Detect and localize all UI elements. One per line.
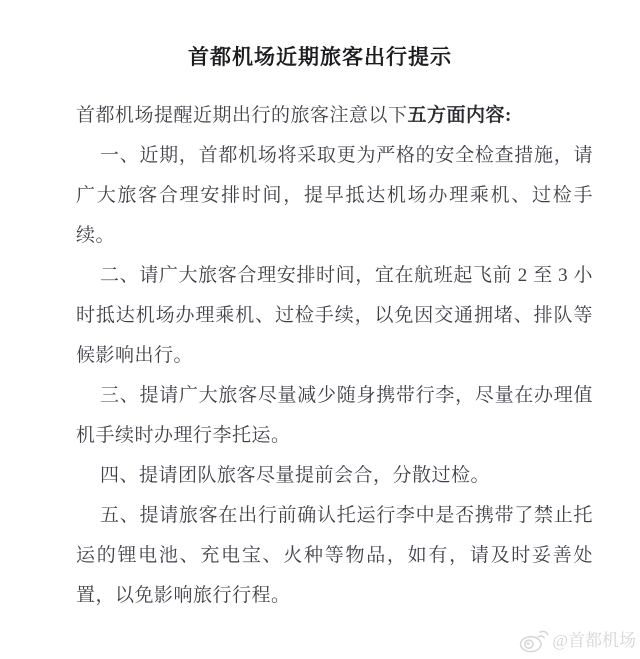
notice-paragraph-2: 二、请广大旅客合理安排时间，宜在航班起飞前 2 至 3 小时抵达机场办理乘机、过检手续，以免因交通拥堵、排队等候影响出行。 xyxy=(76,265,593,366)
weibo-icon xyxy=(519,627,549,653)
notice-paragraph-1: 一、近期，首都机场将采取更为严格的安全检查措施，请广大旅客合理安排时间，提早抵达机场办理乘机、过检手续。 xyxy=(76,145,593,246)
intro-text: 首都机场提醒近期出行的旅客注意以下 xyxy=(76,105,408,126)
intro-bold-text: 五方面内容: xyxy=(407,105,512,126)
notice-paragraph-3: 三、提请广大旅客尽量减少随身携带行李，尽量在办理值机手续时办理行李托运。 xyxy=(76,385,593,446)
notice-paragraph-4: 四、提请团队旅客尽量提前会合，分散过检。 xyxy=(100,465,491,486)
intro-paragraph xyxy=(76,96,593,136)
watermark-handle: @首都机场 xyxy=(552,630,636,650)
document-body xyxy=(76,96,593,616)
document-title: 首都机场近期旅客出行提示 xyxy=(188,45,452,69)
watermark xyxy=(519,627,636,653)
notice-paragraph-5: 五、提请旅客在出行前确认托运行李中是否携带了禁止托运的锂电池、充电宝、火种等物品，如有，请及时妥善处置，以免影响旅行行程。 xyxy=(76,505,593,606)
